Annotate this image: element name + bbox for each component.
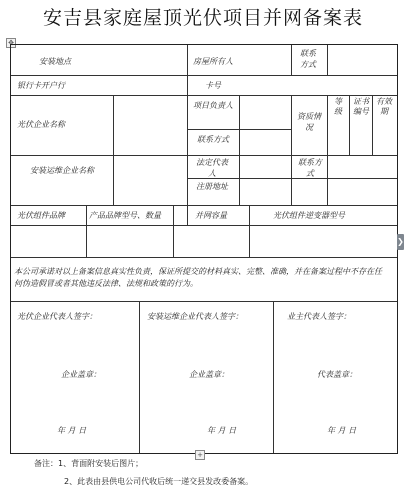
col-divider [349,95,350,155]
note-1: 备注：1、背面附安装后图片； [34,459,144,468]
page-title: 安吉县家庭屋顶光伏项目并网备案表 [42,7,363,29]
commitment-statement: 本公司承诺对以上备案信息真实性负责，保证所提交的材料真实、完整、准确，并在备案过程中不存在任何伪造假冒或者其他违反法律、法规和政策的行为。 [14,267,382,288]
contact-label: 联系方式 [197,135,229,144]
date-label: 年 月 日 [327,426,357,435]
owner-label: 房屋所有人 [193,57,233,66]
install-company-label: 安装运维企业名称 [30,166,94,175]
col-divider [249,205,250,257]
col-divider [327,155,328,205]
qualification-label: 资质情况 [297,112,321,132]
rep-seal-label: 代表盖章： [317,370,357,379]
legal-rep-label: 法定代表人 [196,158,228,178]
col-divider [86,205,87,257]
install-address-label: 安装地点 [39,57,71,66]
row-divider [11,155,397,156]
install-company-sign-label: 安装运维企业代表人签字： [147,312,243,321]
row-divider [11,205,397,206]
row-divider [11,257,397,258]
contact-label: 联系方式 [298,158,322,178]
col-divider [291,45,292,75]
col-divider [239,95,240,205]
bottom-handle-icon[interactable]: + [195,450,205,460]
pv-company-label: 光伏企业名称 [17,120,65,129]
inverter-model-label: 光伏组件逆变器型号 [273,211,345,220]
card-no-label: 卡号 [205,81,221,90]
col-divider [291,95,292,205]
registration-form-table [10,44,398,454]
row-divider [11,95,397,96]
move-handle-icon[interactable]: ✥ [6,38,16,48]
side-expand-icon[interactable]: ❯ [397,234,404,250]
reg-address-label: 注册地址 [196,182,228,191]
date-label: 年 月 日 [207,426,237,435]
col-divider [372,95,373,155]
row-divider [11,75,397,76]
contact-label: 联系方式 [300,49,316,69]
col-divider [139,301,140,453]
project-leader-label: 项目负责人 [193,101,233,110]
company-seal-label: 企业盖章： [61,370,101,379]
row-divider [11,301,397,302]
col-divider [113,95,114,205]
col-divider [187,45,188,225]
owner-sign-label: 业主代表人签字： [287,312,351,321]
product-model-label: 产品品牌型号、数量 [89,211,161,220]
bank-account-label: 银行卡开户行 [17,81,65,90]
col-divider [327,45,328,75]
note-2: 2、此表由县供电公司代收后统一递交县发改委备案。 [64,477,254,486]
grid-capacity-label: 并网容量 [195,211,227,220]
col-divider [173,205,174,257]
level-label: 等级 [334,97,342,116]
date-label: 年 月 日 [57,426,87,435]
row-divider [11,225,397,226]
pv-company-sign-label: 光伏企业代表人签字： [17,312,97,321]
col-divider [273,301,274,453]
col-divider [327,95,328,155]
module-brand-label: 光伏组件品牌 [17,211,65,220]
cert-no-label: 证书编号 [353,97,369,116]
validity-label: 有效期 [376,97,392,116]
company-seal-label: 企业盖章： [189,370,229,379]
